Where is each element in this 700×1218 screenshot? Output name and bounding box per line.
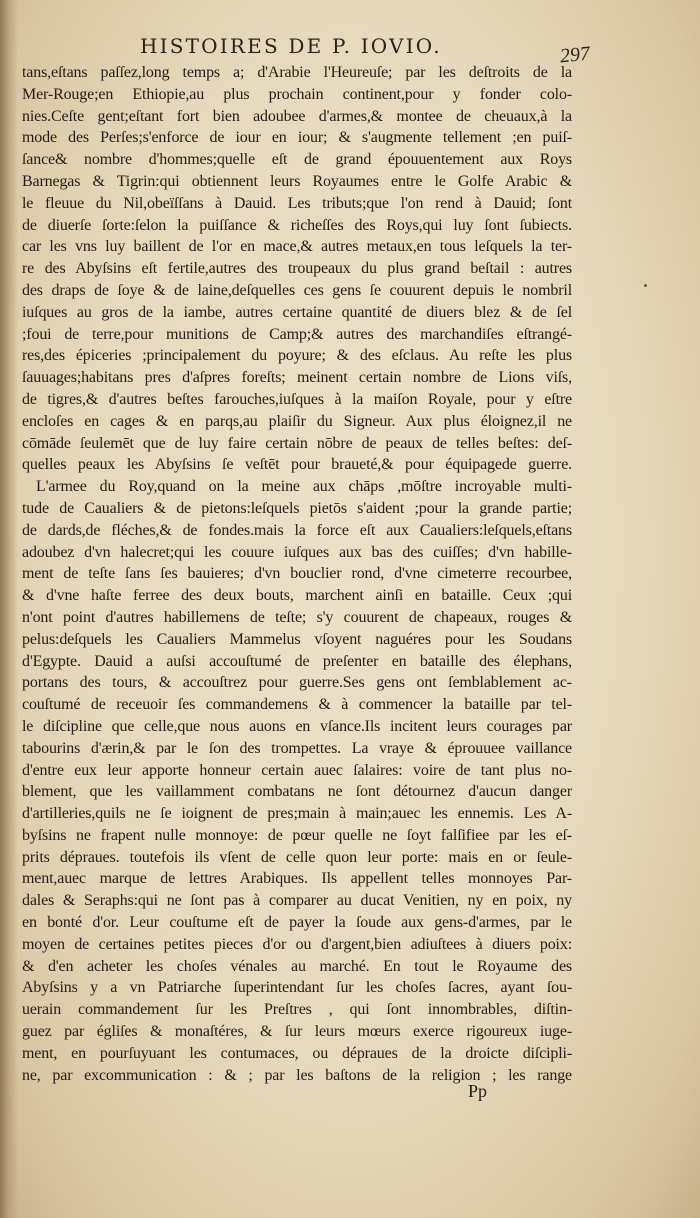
text-line: de dards,de fléches,& de fondes.mais la force eſt aux Caualiers:leſquels,eſtans [22, 521, 572, 539]
text-line: de diuerſe ſorte:ſelon la puiſſance & richeſſes des Roys,qui luy ſont ſubiects. [22, 216, 572, 234]
text-line: Mer-Rouge;en Ethiopie,au plus prochain continent,pour y fonder colo- [22, 85, 572, 103]
text-line: & d'vne haſte ferree des deux bouts, marchent ainſi en bataille. Ceux ;qui [22, 587, 572, 605]
binding-gutter [0, 0, 18, 1218]
text-line: ;foui de terre,pour munitions de Camp;& autres des marchandiſes eſtrangé- [22, 325, 572, 343]
paper-speck [644, 284, 647, 287]
text-line: le diſcipline que celle,que nous auons en vſance.Ils incitent leurs courages par [22, 717, 572, 735]
text-line: uerain commandement ſur les Preſtres , qui ſont innombrables, diſtin- [22, 1001, 572, 1019]
text-line: ment,auec marque de lettres Arabiques. Ils appellent telles monnoyes Par- [22, 870, 572, 888]
running-head: HISTOIRES DE P. IOVIO. [140, 34, 442, 58]
text-line: encloſes en cages & en parqs,au plaiſir du Signeur. Aux plus éloignez,il ne [22, 412, 572, 430]
text-line: portans des tours, & accouſtrez pour guerre.Ses gens ont ſemblablement ac- [22, 674, 572, 692]
text-line: ne, par excommunication : & ; par les baſtons de la religion ; les range [22, 1066, 572, 1084]
text-line: re des Abyſsins eſt fertile,autres des troupeaux du plus grand beſtail : autres [22, 260, 572, 278]
text-line: ſance& nombre d'hommes;quelle eſt de grand épouuentement aux Roys [22, 151, 572, 169]
text-line: ment, en pourſuyuant les contumaces, ou dépraues de la droicte diſcipli- [22, 1044, 572, 1062]
text-line: pelus:deſquels les Caualiers Mammelus vſoyent naguéres pour les Soudans [22, 630, 572, 648]
folio-number: 297 [558, 42, 592, 68]
text-line: car les vns luy baillent de l'or en mace,& autres metaux,en tous leſquels la ter- [22, 238, 572, 256]
text-line: le fleuue du Nil,obeïſſans à Dauid. Les tributs;que l'on rend à Dauid; ſont [22, 194, 572, 212]
text-line: res,des épiceries ;principalement du poyure; & des eſclaus. Au reſte les plus [22, 347, 572, 365]
text-line: guez par égliſes & monaſtéres, & ſur leurs mœurs exerce rigoureux iuge- [22, 1023, 572, 1041]
text-line: ſauuages;habitans pres d'aſpres foreſts; meinent certain nombre de Lions viſs, [22, 369, 572, 387]
text-line: tude de Caualiers & de pietons:leſquels pietōs s'aident ;pour la grande partie; [22, 499, 572, 517]
text-line: Abyſsins y a vn Patriarche ſuperintendant ſur les choſes ſacres, ayant ſou- [22, 979, 572, 997]
text-line: iuſques au gros de la iambe, autres certaine quantité de diuers blez & de ſel [22, 303, 572, 321]
text-line: couſtumé de receuoir ſes commandemens & à commencer la bataille par tel- [22, 696, 572, 714]
text-line: L'armee du Roy,quand on la meine aux chāps ,mōſtre incroyable multi- [36, 478, 572, 496]
body-text [22, 62, 572, 1086]
text-line: d'artilleries,quils ne ſe ioignent de pres;main à main;auec les ennemis. Les A- [22, 805, 572, 823]
text-line: dales & Seraphs:qui ne ſont pas à comparer au ducat Venitien, ny en poix, ny [22, 892, 572, 910]
text-line: des draps de ſoye & de laine,deſquelles ces gens ſe couurent depuis le nombril [22, 281, 572, 299]
text-line: prits dépraues. toutefois ils vſent de celle quon leur porte: mais en or ſeule- [22, 848, 572, 866]
text-line: quelles peaux les Abyſsins ſe veſtēt pour braueté,& pour équipagede guerre. [22, 456, 572, 474]
text-line: de tigres,& d'autres beſtes farouches,iuſques à la maiſon Royale, pour y eſtre [22, 390, 572, 408]
text-line: ment de teſte ſans ſes bauieres; d'vn bouclier rond, d'vne cimeterre recourbee, [22, 565, 572, 583]
text-line: n'ont point d'autres habillemens de teſte; s'y couurent de chapeaux, rouges & [22, 608, 572, 626]
text-line: cōmāde ſeulemēt que de luy faire certain nōbre de peaux de telles beſtes: deſ- [22, 434, 572, 452]
text-line: d'Egypte. Dauid a auſsi accouſtumé de preſenter en bataille des élephans, [22, 652, 572, 670]
text-line: d'entre eux leur apporte honneur certain auec ſalaires: voire de tant plus no- [22, 761, 572, 779]
signature-mark: Pp [468, 1081, 488, 1101]
text-line: en bonté d'or. Leur couſtume eſt de payer la ſoude aux gens-d'armes, par le [22, 914, 572, 932]
text-line: tans,eſtans paſſez,long temps a; d'Arabie l'Heureuſe; par les deſtroits de la [22, 64, 572, 81]
text-line: tabourins d'ærin,& par le ſon des trompettes. La vraye & éprouuee vaillance [22, 739, 572, 757]
text-line: & d'en acheter les choſes vénales au marché. En tout le Royaume des [22, 957, 572, 975]
text-line: Barnegas & Tigrin:qui obtiennent leurs Royaumes entre le Golfe Arabic & [22, 172, 572, 190]
text-line: adoubez d'vn halecret;qui les couure iuſques aux bas des cuiſſes; d'vn habille- [22, 543, 572, 561]
text-line: byſsins ne frapent nulle monnoye: de pœur quelle ne ſoyt falſifiee par les eſ- [22, 826, 572, 844]
text-line: moyen de certaines petites pieces d'or ou d'argent,bien adiuſtees à diuers poix: [22, 935, 572, 953]
text-line: blement, que les vaillamment combatans ne ſont détournez d'aucun danger [22, 783, 572, 801]
text-line: nies.Ceſte gent;eſtant fort bien adoubee d'armes,& montee de cheuaux,à la [22, 107, 572, 125]
text-line: mode des Perſes;s'enforce de iour en iour; & s'augmente tellement ;en puiſ- [22, 129, 572, 147]
